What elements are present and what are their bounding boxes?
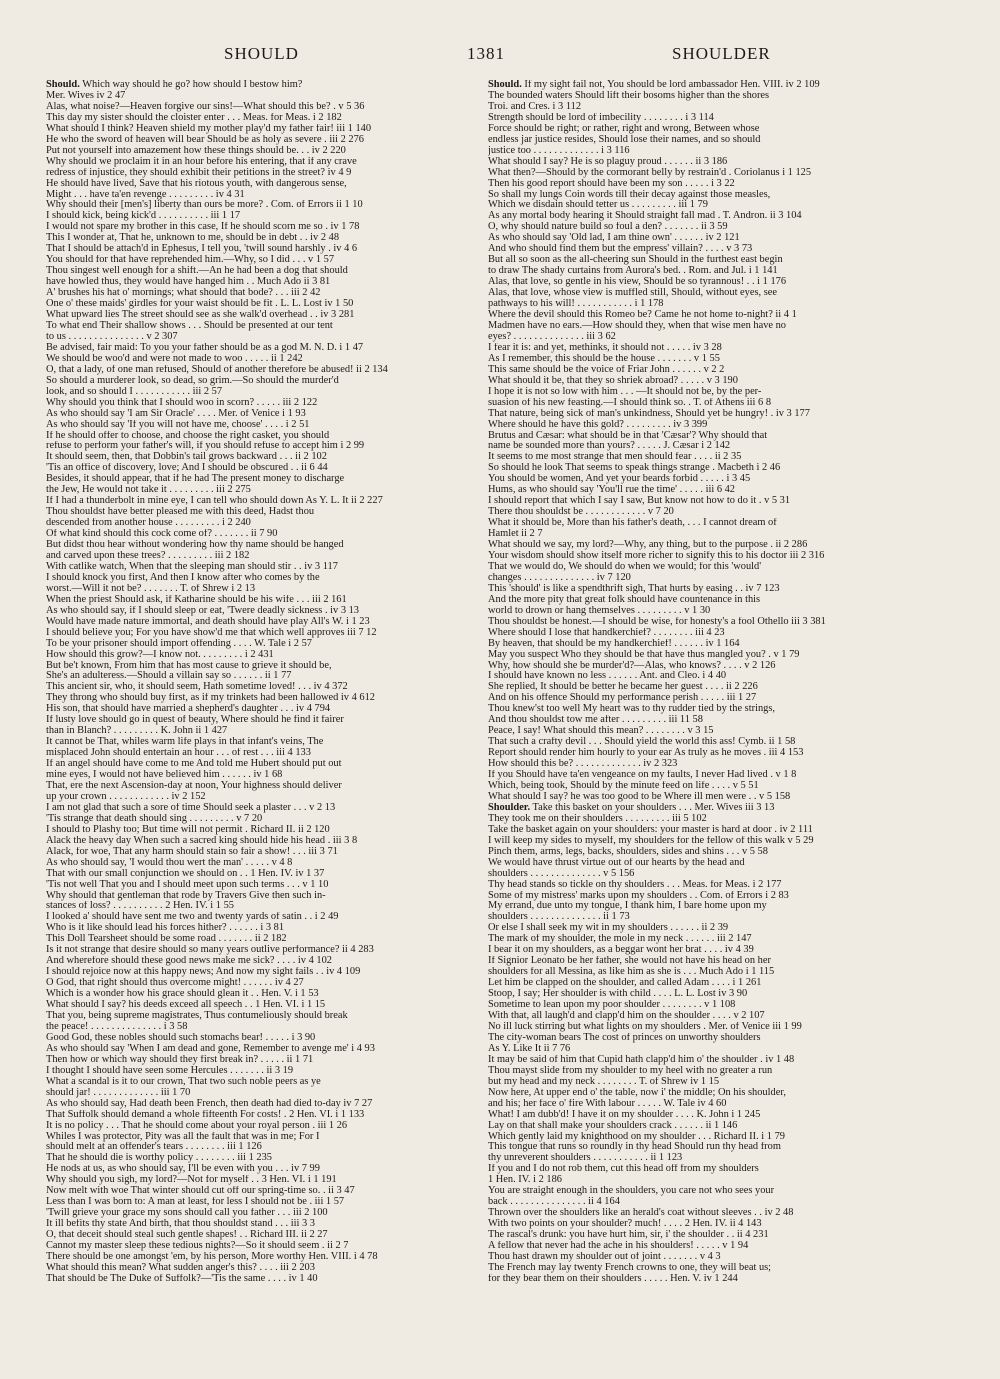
entry-line: What should it be, that they so shriek abroad? . . . . . v 3 190 [488, 375, 738, 386]
entry-line: shoulders . . . . . . . . . . . . . . ii 1 73 [488, 912, 630, 923]
entry-line: You should be women, And yet your beards forbid . . . . . i 3 45 [488, 474, 751, 485]
entry-line: As who should say 'I am Sir Oracle' . . . . Mer. of Venice i 1 93 [46, 408, 306, 419]
entry-line: back . . . . . . . . . . . . . . . ii 4 164 [488, 1197, 620, 1208]
entry-line: I should knock you first, And then I know after who comes by the [46, 572, 320, 583]
entry-line: That I should be attach'd in Ephesus, I tell you, 'twill sound harshly . iv 4 6 [46, 244, 358, 255]
entry-line: Why should you sigh, my lord?—Not for myself . . 3 Hen. VI. i 1 191 [46, 1175, 337, 1186]
right-column [488, 80, 958, 1285]
entry-line: With two points on your shoulder? much! . . . . 2 Hen. IV. ii 4 143 [488, 1219, 762, 1230]
entry-line: I should believe you; For you have show'd me that which well approves iii 7 12 [46, 627, 377, 638]
entry-line: That you, being supreme magistrates, Thus contumeliously should break [46, 1011, 348, 1022]
entry-line: 'Tis strange that death should sing . . . . . . . . . v 7 20 [46, 813, 263, 824]
entry-line: This tongue that runs so roundly in thy head Should run thy head from [488, 1142, 781, 1153]
entry-line: So should a murderer look, so dead, so grim.—So should the murder'd [46, 375, 339, 386]
entry-line: but my head and my neck . . . . . . . . T. of Shrew iv 1 15 [488, 1076, 720, 1087]
entry-line: If he should offer to choose, and choose the right casket, you should [46, 430, 330, 441]
headword: Shoulder. [488, 802, 531, 813]
entry-line: Good God, these nobles should such stomachs bear! . . . . . i 3 90 [46, 1032, 316, 1043]
entry-line: Which gently laid my knighthood on my shoulder . . . Richard II. i 1 79 [488, 1131, 785, 1142]
entry-line: A' brushes his hat o' mornings; what should that bode? . . . iii 2 42 [46, 288, 321, 299]
entry-line: That we would do, We should do when we would; for this 'would' [488, 561, 762, 572]
entry-line: They took me on their shoulders . . . . . . . . . iii 5 102 [488, 813, 707, 824]
entry-line: The mark of my shoulder, the mole in my neck . . . . . . iii 2 147 [488, 934, 752, 945]
entry-line: The rascal's drunk: you have hurt him, sir, i' the shoulder . . ii 4 231 [488, 1230, 769, 1241]
entry-line: No ill luck stirring but what lights on my shoulders . Mer. of Venice iii 1 99 [488, 1021, 802, 1032]
entry-line: Mer. Wives iv 2 47 [46, 90, 126, 101]
entry-line: mine eyes, I would not have believed him . . . . . . iv 1 68 [46, 770, 283, 781]
entry-line: That Suffolk should demand a whole fifteenth For costs! . 2 Hen. VI. i 1 133 [46, 1109, 365, 1120]
entry-line: What should this mean? What sudden anger's this? . . . . iii 2 203 [46, 1262, 315, 1273]
entry-line: Alas, what noise?—Heaven forgive our sins!—What should this be? . v 5 36 [46, 101, 365, 112]
entry-line: This I wonder at, That he, unknown to me, should be in debt . . iv 2 48 [46, 233, 340, 244]
entry-line: What upward lies The street should see as she walk'd overhead . . iv 3 281 [46, 310, 355, 321]
entry-line: If an angel should have come to me And told me Hubert should put out [46, 759, 342, 770]
entry-line: Stoop, I say; Her shoulder is with child . . . . L. L. Lost iv 3 90 [488, 989, 748, 1000]
entry-line: May you suspect Who they should be that have thus mangled you? . v 1 79 [488, 649, 800, 660]
entry-line: Alack, for woe, That any harm should stain so fair a show! . . . iii 3 71 [46, 846, 338, 857]
entry-line: This same should be the voice of Friar John . . . . . . v 2 2 [488, 364, 725, 375]
entry-line: Thou knew'st too well My heart was to thy rudder tied by the strings, [488, 704, 775, 715]
entry-line: Less than I was born to: A man at least, for less I should not be . iii 1 57 [46, 1197, 345, 1208]
entry-line: Where should I lose that handkerchief? . . . . . . . . iii 4 23 [488, 627, 725, 638]
entry-line: Which, being took, Should by the minute feed on life . . . . v 5 51 [488, 781, 759, 791]
entry-line: To what end Their shallow shows . . . Should be presented at our tent [46, 320, 333, 331]
entry-line: What a scandal is it to our crown, That two such noble peers as ye [46, 1076, 321, 1087]
entry-line: Why, how should she be murder'd?—Alas, who knows? . . . . v 2 126 [488, 660, 776, 671]
entry-line: Which we disdain should tetter us . . . . . . . . . iii 1 79 [488, 200, 708, 211]
entry-line: As who should say, 'I would thou wert the man' . . . . . v 4 8 [46, 857, 293, 868]
page-number: 1381 [467, 44, 505, 63]
entry-line: She replied, It should be better he became her guest . . . . ii 2 226 [488, 682, 758, 693]
entry-line: Why should that gentleman that rode by Travers Give then such in- [46, 890, 326, 901]
entry-line: So should he look That seems to speak things strange . Macbeth i 2 46 [488, 463, 781, 474]
entry-line: shoulders for all Messina, as like him as she is . . . Much Ado i 1 115 [488, 967, 775, 978]
entry-line: And wherefore should these good news make me sick? . . . . iv 4 102 [46, 956, 332, 967]
entry-line: And thou shouldst tow me after . . . . . . . . . iii 11 58 [488, 715, 703, 726]
entry-line: the peace! . . . . . . . . . . . . . . i 3 58 [46, 1021, 188, 1032]
entry-line: He nods at us, as who should say, I'll be even with you . . . iv 7 99 [46, 1164, 320, 1175]
entry-line: What should we say, my lord?—Why, any thing, but to the purpose . ii 2 286 [488, 540, 808, 551]
entry-line: It ill befits thy state And birth, that thou shouldst stand . . . iii 3 3 [46, 1219, 315, 1230]
entry-line: world to drown or hang themselves . . . . . . . . . v 1 30 [488, 605, 711, 616]
entry-line: This day my sister should the cloister enter . . . Meas. for Meas. i 2 182 [46, 112, 342, 123]
entry-line: Of what kind should this cock come of? . . . . . . . ii 7 90 [46, 529, 278, 540]
entry-line: Troi. and Cres. i 3 112 [488, 101, 582, 112]
entry-line: What should I say? He is so plaguy proud . . . . . . ii 3 186 [488, 156, 728, 167]
entry-line: justice too . . . . . . . . . . . . . i 3 116 [488, 145, 630, 156]
entry-line: There thou shouldst be . . . . . . . . . . . . v 7 20 [488, 507, 674, 518]
left-column [46, 80, 480, 1285]
entry-line: eyes? . . . . . . . . . . . . . . iii 3 62 [488, 331, 616, 342]
entry-line: Alas, that love, whose view is muffled still, Should, without eyes, see [488, 288, 777, 299]
entry-line: to draw The shady curtains from Aurora's bed. . Rom. and Jul. i 1 141 [488, 266, 778, 277]
entry-line: But all so soon as the all-cheering sun Should in the furthest east begin [488, 255, 783, 266]
entry-line: I hope it is not so low with him . . . —It should not be, by the per- [488, 386, 762, 397]
entry-line: How should this grow?—I know not. . . . . . . . . i 2 431 [46, 649, 274, 660]
entry-line: Which is a wonder how his grace should glean it . . Hen. V. i 1 53 [46, 989, 319, 1000]
entry-line: I should report that which I say I saw, But know not how to do it . v 5 31 [488, 496, 791, 507]
entry-line: stances of loss? . . . . . . . . . . 2 Hen. IV. i 1 55 [46, 901, 234, 912]
entry-line: He who the sword of heaven will bear Should be as holy as severe . iii 2 276 [46, 134, 364, 145]
entry-line: His son, that should have married a shepherd's daughter . . . iv 4 794 [46, 704, 331, 715]
entry-line: It should seem, then, that Dobbin's tail grows backward . . . ii 2 102 [46, 452, 327, 463]
entry-line: This ancient sir, who, it should seem, Hath sometime loved! . . . iv 4 372 [46, 682, 348, 693]
entry-line: Put not yourself into amazement how these things should be. . . iv 2 220 [46, 145, 346, 156]
entry-line: As any mortal body hearing it Should straight fall mad . T. Andron. ii 3 104 [488, 211, 802, 222]
entry-line: Who is it like should lead his forces hither? . . . . . . i 3 81 [46, 923, 285, 934]
entry-line: As who should say, Had death been French, then death had died to-day iv 7 27 [46, 1098, 373, 1109]
entry-line: name be sounded more than yours? . . . . . J. Cæsar i 2 142 [488, 441, 731, 452]
entry-line: It may be said of him that Cupid hath clapp'd him o' the shoulder . iv 1 48 [488, 1054, 795, 1065]
entry-line: O, why should nature build so foul a den? . . . . . . . ii 3 59 [488, 222, 728, 233]
entry-line: Some of my mistress' marks upon my shoulders . . Com. of Errors i 2 83 [488, 890, 789, 901]
entry-line: As who should say, if I should sleep or eat, 'Twere deadly sickness . iv 3 13 [46, 605, 359, 616]
entry-line: O, that deceit should steal such gentle shapes! . . Richard III. ii 2 27 [46, 1230, 328, 1241]
entry-line: What should I say? he was too good to be Where ill men were . . v 5 158 [488, 791, 791, 802]
entry-line: Hums, as who should say 'You'll rue the time' . . . . . iii 6 42 [488, 485, 736, 496]
entry-line: The French may lay twenty French crowns to one, they will beat us; [488, 1262, 772, 1273]
entry-line: It cannot be That, whiles warm life plays in that infant's veins, The [46, 737, 324, 748]
entry-line: There should be one amongst 'em, by his person, More worthy Hen. VIII. i 4 78 [46, 1251, 378, 1262]
entry-line: I fear it is: and yet, methinks, it should not . . . . . iv 3 28 [488, 342, 722, 353]
entry-line: But didst thou hear without wondering how thy name should be hanged [46, 540, 344, 551]
entry-line: and his; her face o' fire With labour . . . . . W. Tale iv 4 60 [488, 1098, 727, 1109]
entry-line: I looked a' should have sent me two and twenty yards of satin . . i 2 49 [46, 912, 339, 923]
entry-line: worst.—Will it not be? . . . . . . . T. of Shrew i 2 13 [46, 583, 256, 594]
entry-line: A fellow that never had the ache in his shoulders! . . . . . v 1 94 [488, 1241, 749, 1252]
entry-line: 'Twill grieve your grace my sons should call you father . . . iii 2 100 [46, 1208, 328, 1219]
entry-line: Report should render him hourly to your ear As truly as he moves . iii 4 153 [488, 748, 804, 759]
entry-line: than in Blanch? . . . . . . . . . K. John ii 1 427 [46, 726, 228, 737]
entry-line: Is it not strange that desire should so many years outlive performance? ii 4 283 [46, 945, 374, 956]
entry-line: Shoulder. Take this basket on your shoulders . . . Mer. Wives iii 3 13 [488, 802, 775, 813]
entry-line: I should kick, being kick'd . . . . . . . . . . iii 1 17 [46, 211, 241, 222]
entry-line: Peace, I say! What should this mean? . . . . . . . . v 3 15 [488, 726, 714, 737]
entry-line: That nature, being sick of man's unkindness, Should yet be hungry! . iv 3 177 [488, 408, 810, 419]
entry-line: the Jew, He would not take it . . . . . . . . . iii 2 275 [46, 485, 251, 496]
entry-line: should melt at an offender's tears . . . . . . . . iii 1 126 [46, 1142, 262, 1153]
entry-line: What should I think? Heaven shield my mother play'd my father fair! iii 1 140 [46, 123, 372, 134]
headword: Should. [46, 80, 80, 90]
entry-line: Should. Which way should he go? how should I bestow him? [46, 80, 303, 90]
entry-line: Where the devil should this Romeo be? Came he not home to-night? ii 4 1 [488, 310, 797, 321]
entry-line: They throng who should buy first, as if my trinkets had been hallowed iv 4 612 [46, 693, 375, 704]
entry-line: Thou shouldst be honest.—I should be wise, for honesty's a fool Othello iii 3 381 [488, 616, 826, 627]
entry-line: Brutus and Cæsar: what should be in that 'Cæsar'? Why should that [488, 430, 768, 441]
entry-line: And on his offence Should my performance perish . . . . . iii 1 27 [488, 693, 757, 704]
entry-line: As who should say 'If you will not have me, choose' . . . . i 2 51 [46, 419, 310, 430]
entry-line: Then his good report should have been my son . . . . . i 3 22 [488, 178, 735, 189]
entry-line: Madmen have no ears.—How should they, when that wise men have no [488, 320, 786, 331]
entry-line: thy unreverent shoulders . . . . . . . . . . . ii 1 123 [488, 1153, 683, 1164]
entry-line: This 'should' is like a spendthrift sigh, That hurts by easing . . iv 7 123 [488, 583, 780, 594]
entry-line: Thou shouldst have better pleased me with this deed, Hadst thou [46, 507, 315, 518]
entry-line: I should to Plashy too; But time will not permit . Richard II. ii 2 120 [46, 824, 330, 835]
entry-line: redress of injustice, they should exhibit their petitions in the street? iv 4 9 [46, 167, 352, 178]
entry-line: Be advised, fair maid: To you your father should be as a god M. N. D. i 1 47 [46, 342, 364, 353]
entry-line: You should for that have reprehended him.—Why, so I did . . . v 1 57 [46, 255, 335, 266]
entry-line: If lusty love should go in quest of beauty, Where should he find it fairer [46, 715, 344, 726]
entry-line: look, and so should I . . . . . . . . . . . iii 2 57 [46, 386, 223, 397]
entry-line: Lay on that shall make your shoulders crack . . . . . . ii 1 146 [488, 1120, 738, 1131]
entry-line: Hamlet ii 2 7 [488, 529, 543, 540]
entry-line: Take the basket again on your shoulders: your master is hard at door . iv 2 111 [488, 824, 813, 835]
entry-line: Why should their [men's] liberty than ours be more? . Com. of Errors ii 1 10 [46, 200, 363, 211]
entry-line: One o' these maids' girdles for your waist should be fit . L. L. Lost iv 1 50 [46, 299, 354, 310]
entry-line: Why should we proclaim it in an hour before his entering, that if any crave [46, 156, 357, 167]
entry-line: I should have known no less . . . . . . Ant. and Cleo. i 4 40 [488, 671, 727, 682]
entry-line: refuse to perform your father's will, if you should refuse to accept him i 2 99 [46, 441, 365, 452]
entry-line: 1 Hen. IV. i 2 186 [488, 1175, 562, 1186]
entry-line: The bounded waters Should lift their bosoms higher than the shores [488, 90, 770, 101]
entry-line: I thought I should have seen some Hercules . . . . . . . ii 3 19 [46, 1065, 294, 1076]
entry-line: To be your prisoner should import offending . . . . W. Tale i 2 57 [46, 638, 312, 649]
entry-line: Thou singest well enough for a shift.—An he had been a dog that should [46, 266, 348, 277]
entry-line: Now melt with woe That winter should cut off our spring-time so. . ii 3 47 [46, 1186, 355, 1197]
entry-line: That he should die is worthy policy . . . . . . . . iii 1 235 [46, 1153, 272, 1164]
entry-line: suasion of his new feasting.—I should think so. . T. of Athens iii 6 8 [488, 397, 772, 408]
entry-line: Alas, that love, so gentle in his view, Should be so tyrannous! . . i 1 176 [488, 277, 787, 288]
entry-line: With catlike watch, When that the sleeping man should stir . . iv 3 117 [46, 561, 338, 572]
entry-line: What it should be, More than his father's death, . . . I cannot dream of [488, 518, 777, 529]
entry-line: pathways to his will! . . . . . . . . . . . i 1 178 [488, 299, 664, 310]
entry-line: Besides, it should appear, that if he had The present money to discharge [46, 474, 345, 485]
entry-line: I should rejoice now at this happy news; And now my sight fails . . iv 4 109 [46, 967, 361, 978]
entry-line: We would have thrust virtue out of our hearts by the head and [488, 857, 745, 868]
entry-line: What should I say? his deeds exceed all speech . . 1 Hen. VI. i 1 15 [46, 1000, 326, 1011]
entry-line: So shall my lungs Coin words till their decay against those measles, [488, 189, 771, 200]
entry-line: That should be The Duke of Suffolk?—'Tis the same . . . . iv 1 40 [46, 1273, 318, 1284]
entry-line: shoulders . . . . . . . . . . . . . . v 5 156 [488, 868, 635, 879]
entry-line: As who should say 'When I am dead and gone, Remember to avenge me' i 4 93 [46, 1043, 375, 1054]
entry-line: Why should you think that I should woo in scorn? . . . . . iii 2 122 [46, 397, 318, 408]
entry-line: My errand, due unto my tongue, I thank him, I bare home upon my [488, 901, 767, 912]
entry-line: How should this be? . . . . . . . . . . . . . iv 2 323 [488, 759, 678, 770]
entry-line: Would have made nature immortal, and death should have play All's W. i 1 23 [46, 616, 370, 627]
headword: Should. [488, 80, 522, 90]
entry-line: If I had a thunderbolt in mine eye, I can tell who should down As Y. L. It ii 2 227 [46, 496, 383, 507]
entry-line: misplaced John should entertain an hour . . . of rest . . . iii 4 133 [46, 748, 311, 759]
entry-line: She's an adulteress.—Should a villain say so . . . . . . ii 1 77 [46, 671, 292, 682]
entry-line: O, that a lady, of one man refused, Should of another therefore be abused! ii 2 134 [46, 364, 388, 375]
entry-line: If you Should have ta'en vengeance on my faults, I never Had lived . v 1 8 [488, 770, 797, 781]
entry-line: endless jar justice resides, Should lose their names, and so should [488, 134, 761, 145]
entry-line: What then?—Should by the cormorant belly by restrain'd . Coriolanus i 1 125 [488, 167, 812, 178]
entry-line: Sometime to lean upon my poor shoulder . . . . . . . . v 1 108 [488, 1000, 736, 1011]
entry-line: Should. If my sight fail not, You should be lord ambassador Hen. VIII. iv 2 109 [488, 80, 820, 90]
entry-line: That with our small conjunction we should on . . 1 Hen. IV. iv 1 37 [46, 868, 325, 879]
entry-line: As Y. Like It ii 7 76 [488, 1043, 571, 1054]
entry-line: I will keep my sides to myself, my shoulders for the fellow of this walk v 5 29 [488, 835, 814, 846]
entry-line: Whiles I was protector, Pity was all the fault that was in me; For I [46, 1131, 320, 1142]
entry-line: have howled thus, they would have hanged him . . Much Ado ii 3 81 [46, 277, 331, 288]
entry-line: Now here, At upper end o' the table, now i' the middle; On his shoulder, [488, 1087, 786, 1098]
entry-line: Then how or which way should they first break in? . . . . . ii 1 71 [46, 1054, 314, 1065]
entry-line: And who should find them but the empress' villain? . . . . v 3 73 [488, 244, 753, 255]
entry-line: That such a crafty devil . . . Should yield the world this ass! Cymb. ii 1 58 [488, 737, 796, 748]
entry-line: If you and I do not rob them, cut this head off from my shoulders [488, 1164, 759, 1175]
entry-line: Let him be clapped on the shoulder, and called Adam . . . . i 1 261 [488, 978, 762, 989]
entry-line: That, ere the next Ascension-day at noon, Your highness should deliver [46, 781, 342, 791]
running-header [0, 44, 1000, 68]
entry-line: Thy head stands so tickle on thy shoulders . . . Meas. for Meas. i 2 177 [488, 879, 782, 890]
entry-line: As I remember, this should be the house . . . . . . . v 1 55 [488, 353, 720, 364]
entry-line: O God, that right should thus overcome might! . . . . . . iv 4 27 [46, 978, 304, 989]
entry-line: and carved upon these trees? . . . . . . . . . iii 2 182 [46, 550, 250, 561]
entry-line: I bear it on my shoulders, as a beggar wont her brat . . . . iv 4 39 [488, 945, 754, 956]
entry-line: Force should be right; or rather, right and wrong, Between whose [488, 123, 760, 134]
entry-line: Pinch them, arms, legs, backs, shoulders, sides and shins . . . v 5 58 [488, 846, 768, 857]
entry-line: Thrown over the shoulders like an herald's coat without sleeves . . iv 2 48 [488, 1208, 794, 1219]
entry-line: With that, all laugh'd and clapp'd him on the shoulder . . . . v 2 107 [488, 1011, 765, 1022]
entry-line: for they bear them on their shoulders . . . . . Hen. V. iv 1 244 [488, 1273, 738, 1284]
entry-line: As who should say 'Old lad, I am thine own' . . . . . . iv 2 121 [488, 233, 740, 244]
entry-line: I am not glad that such a sore of time Should seek a plaster . . . v 2 13 [46, 802, 336, 813]
entry-line: The city-woman bears The cost of princes on unworthy shoulders [488, 1032, 761, 1043]
entry-line: This Doll Tearsheet should be some road . . . . . . . ii 2 182 [46, 934, 287, 945]
entry-line: Where should he have this gold? . . . . . . . . . iv 3 399 [488, 419, 708, 430]
entry-line: should jar! . . . . . . . . . . . . . iii 1 70 [46, 1087, 191, 1098]
entry-line: It is no policy . . . That he should come about your royal person . iii 1 26 [46, 1120, 348, 1131]
header-right-headword: SHOULDER [672, 44, 771, 63]
entry-line: 'Tis an office of discovery, love; And I should be obscured . . ii 6 44 [46, 463, 328, 474]
entry-line: Strength should be lord of imbecility . . . . . . . . i 3 114 [488, 112, 714, 123]
entry-line: changes . . . . . . . . . . . . . . iv 7 120 [488, 572, 631, 583]
entry-line: I would not spare my brother in this case, If he should scorn me so . iv 1 78 [46, 222, 360, 233]
entry-line: descended from another house . . . . . . . . . i 2 240 [46, 518, 251, 529]
entry-line: Cannot my master sleep these tedious nights?—So it should seem . ii 2 7 [46, 1241, 349, 1252]
entry-line: When the priest Should ask, if Katharine should be his wife . . . iii 2 161 [46, 594, 347, 605]
entry-line: And the more pity that great folk should have countenance in this [488, 594, 761, 605]
entry-line: It seems to me most strange that men should fear . . . . ii 2 35 [488, 452, 742, 463]
entry-line: Your wisdom should show itself more richer to signify this to his doctor iii 2 316 [488, 550, 825, 561]
entry-line: Or else I shall seek my wit in my shoulders . . . . . . ii 2 39 [488, 923, 729, 934]
entry-line: What! I am dubb'd! I have it on my shoulder . . . . K. John i 1 245 [488, 1109, 761, 1120]
entry-line: Thou mayst slide from my shoulder to my heel with no greater a run [488, 1065, 773, 1076]
entry-line: Might . . . have ta'en revenge . . . . . . . . . iv 4 31 [46, 189, 245, 200]
entry-line: We should be woo'd and were not made to woo . . . . . ii 1 242 [46, 353, 303, 364]
entry-line: Alack the heavy day When such a sacred king should hide his head . iii 3 8 [46, 835, 358, 846]
entry-line: By heaven, that should be my handkerchief! . . . . . . iv 1 164 [488, 638, 740, 649]
entry-line: But be't known, From him that has most cause to grieve it should be, [46, 660, 332, 671]
entry-line: You are straight enough in the shoulders, you care not who sees your [488, 1186, 775, 1197]
entry-line: Thou hast drawn my shoulder out of joint . . . . . . . v 4 3 [488, 1251, 721, 1262]
entry-line: He should have lived, Save that his riotous youth, with dangerous sense, [46, 178, 347, 189]
entry-line: up your crown . . . . . . . . . . . . iv 2 152 [46, 791, 206, 802]
header-left-headword: SHOULD [224, 44, 299, 63]
entry-line: 'Tis not well That you and I should meet upon such terms . . . v 1 10 [46, 879, 329, 890]
entry-line: to us . . . . . . . . . . . . . . . v 2 307 [46, 331, 178, 342]
entry-line: If Signior Leonato be her father, she would not have his head on her [488, 956, 771, 967]
